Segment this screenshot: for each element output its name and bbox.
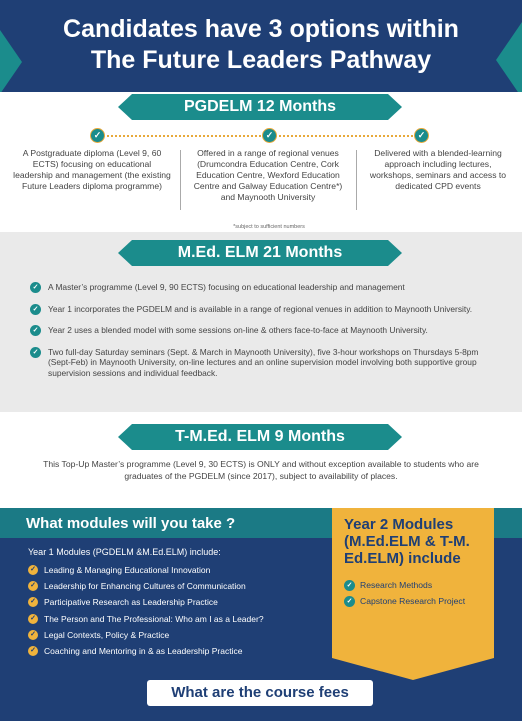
list-item-text: Coaching and Mentoring in & as Leadership Practice xyxy=(44,645,243,656)
year2-title: Year 2 Modules (M.Ed.ELM & T-M. Ed.ELM) include xyxy=(344,516,470,567)
check-circle-icon: ✓ xyxy=(262,128,277,143)
check-circle-icon: ✓ xyxy=(344,596,355,607)
list-item xyxy=(30,282,500,293)
right-teal-triangle-decoration xyxy=(496,22,522,92)
list-item-text: Capstone Research Project xyxy=(360,596,466,606)
page-title-line2: The Future Leaders Pathway xyxy=(90,46,432,74)
page-title xyxy=(30,14,492,76)
pgdelm-section xyxy=(0,92,522,230)
check-circle-icon: ✓ xyxy=(90,128,105,143)
left-teal-triangle-decoration xyxy=(0,30,22,92)
year2-modules-box xyxy=(332,508,494,658)
check-circle-icon: ✓ xyxy=(28,565,38,575)
check-circle-icon: ✓ xyxy=(28,597,38,607)
list-item-text: Leading & Managing Educational Innovation xyxy=(44,565,211,575)
list-item-text: The Person and The Professional: Who am I as a Leader? xyxy=(44,613,264,624)
check-circle-icon: ✓ xyxy=(28,630,38,640)
pgdelm-column-1: A Postgraduate diploma (Level 9, 60 ECTS) focusing on educational leadership and management (the existing Future Leaders diploma programme) xyxy=(13,148,171,191)
list-item-text: Two full-day Saturday seminars (Sept. & March in Maynooth University), five 3-hour workshops on Thursdays 5-8pm (Sept-Feb) in Maynooth University, on-line lectures and an online supervision model involving both supportive group supervision sessions and individual feedback. xyxy=(48,346,479,378)
year1-heading: Year 1 Modules (PGDELM &M.Ed.ELM) include: xyxy=(28,547,221,557)
check-circle-icon: ✓ xyxy=(28,614,38,624)
tmed-description: This Top-Up Master’s programme (Level 9, 30 ECTS) is ONLY and without exception available to students who are graduates of the PGDELM (since 2017), subject to availability of places. xyxy=(43,459,479,481)
check-circle-icon: ✓ xyxy=(30,282,41,293)
course-fees-button[interactable]: What are the course fees xyxy=(147,680,373,706)
modules-section xyxy=(0,508,522,721)
year2-modules-list xyxy=(344,580,490,612)
list-item-text: Leadership for Enhancing Cultures of Communication xyxy=(44,581,246,592)
check-circle-icon: ✓ xyxy=(414,128,429,143)
column-divider xyxy=(180,150,181,210)
list-item xyxy=(30,304,500,315)
tmed-title: T-M.Ed. ELM 9 Months xyxy=(132,424,388,450)
med-list xyxy=(30,282,500,389)
list-item-text: Participative Research as Leadership Practice xyxy=(44,597,218,608)
footnote: *subject to sufficient numbers xyxy=(233,224,305,230)
list-item xyxy=(28,630,318,640)
modules-title: What modules will you take ? xyxy=(26,515,236,532)
med-title: M.Ed. ELM 21 Months xyxy=(132,240,388,266)
list-item xyxy=(28,581,318,591)
year1-modules-list xyxy=(28,565,318,662)
list-item xyxy=(30,325,500,336)
list-item xyxy=(28,597,318,607)
check-circle-icon: ✓ xyxy=(30,347,41,358)
list-item-text: A Master’s programme (Level 9, 90 ECTS) focusing on educational leadership and management xyxy=(48,282,405,292)
list-item xyxy=(344,596,490,607)
pgdelm-column-2: Offered in a range of regional venues (Drumcondra Education Centre, Cork Education Centre, Wexford Education Centre and Galway Education Centre*) and Maynooth University xyxy=(193,148,343,202)
dotted-connector-line xyxy=(100,135,420,137)
list-item xyxy=(28,646,318,656)
list-item xyxy=(344,580,490,591)
tmed-section xyxy=(0,412,522,508)
check-circle-icon: ✓ xyxy=(30,304,41,315)
list-item-text: Year 1 incorporates the PGDELM and is available in a range of regional venues in addition to Maynooth University. xyxy=(48,303,473,314)
check-circle-icon: ✓ xyxy=(28,646,38,656)
list-item xyxy=(28,614,318,624)
header-banner xyxy=(0,0,522,92)
check-circle-icon: ✓ xyxy=(28,581,38,591)
list-item-text: Legal Contexts, Policy & Practice xyxy=(44,629,170,640)
list-item-text: Year 2 uses a blended model with some sessions on-line & others face-to-face at Maynooth University. xyxy=(48,325,428,335)
check-circle-icon: ✓ xyxy=(30,325,41,336)
pgdelm-column-3: Delivered with a blended-learning approach including lectures, workshops, seminars and access to dedicated CPD events xyxy=(369,148,507,191)
pgdelm-title: PGDELM 12 Months xyxy=(132,94,388,120)
page-title-line1: Candidates have 3 options within xyxy=(63,15,459,43)
list-item-text: Research Methods xyxy=(360,580,433,590)
list-item xyxy=(30,347,500,379)
check-circle-icon: ✓ xyxy=(344,580,355,591)
med-section xyxy=(0,232,522,412)
list-item xyxy=(28,565,318,575)
column-divider xyxy=(356,150,357,210)
